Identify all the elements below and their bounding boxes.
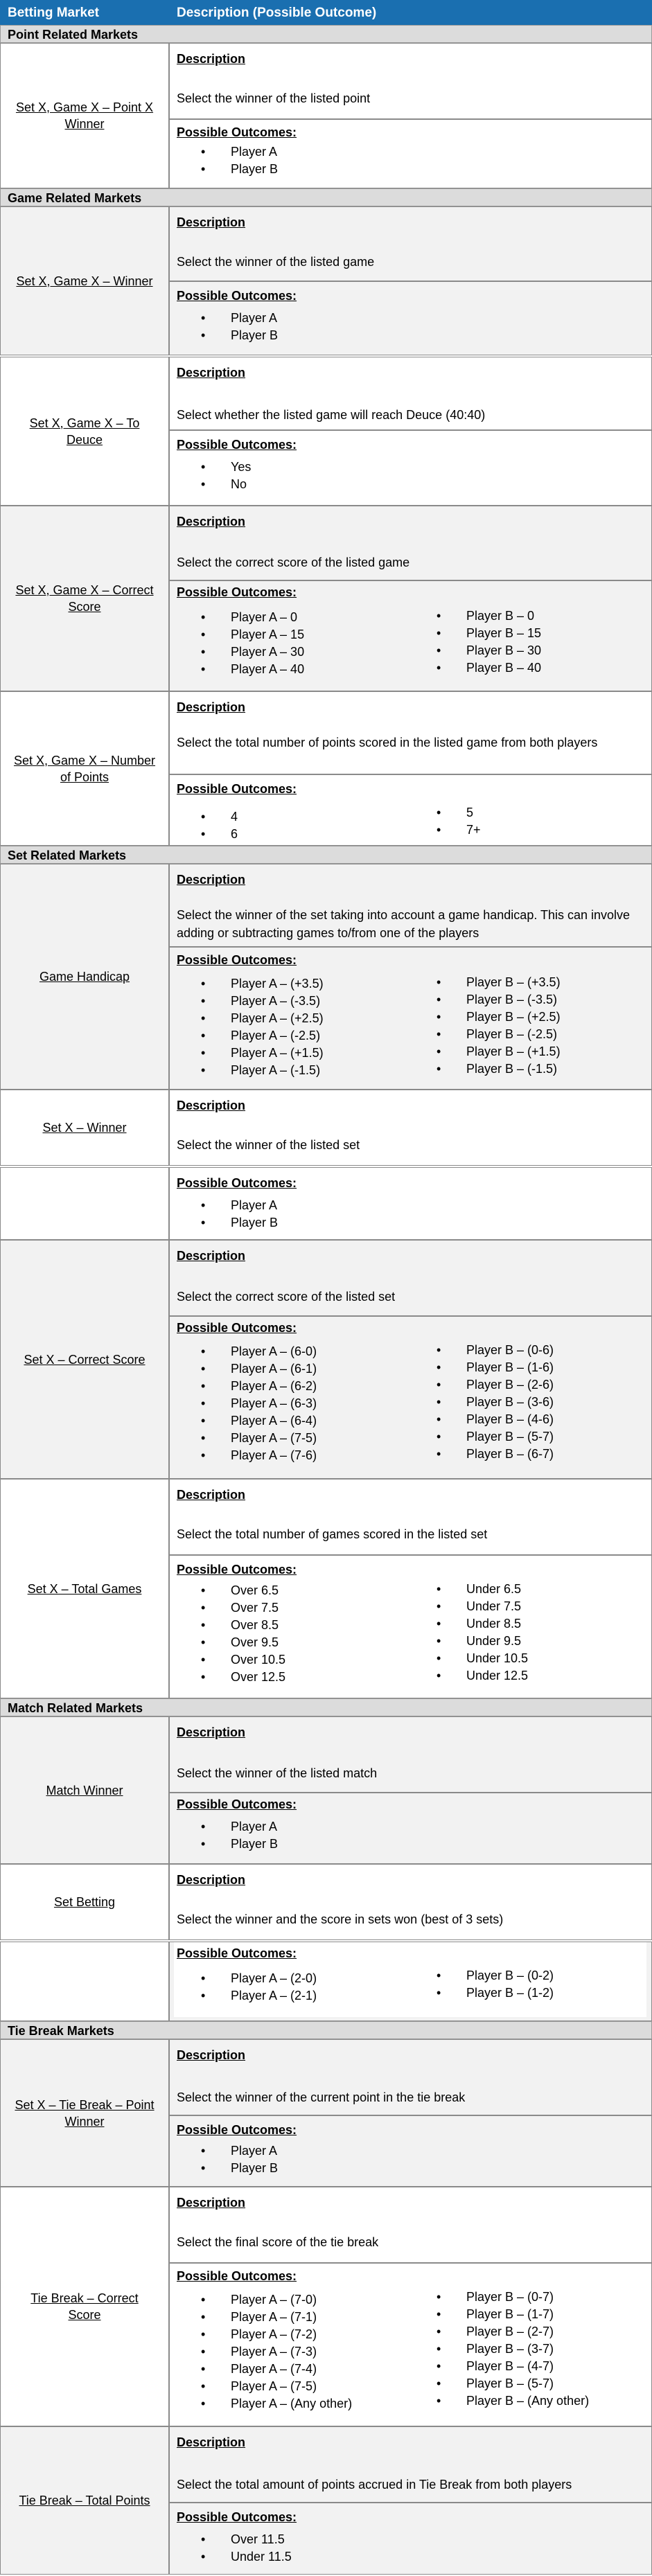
outcomes-label: Possible Outcomes: <box>177 1321 297 1335</box>
outcome-item: • Over 6.5 <box>201 1582 285 1599</box>
outcome-item: • 7+ <box>437 821 481 839</box>
outcome-item: • Player A – (-1.5) <box>201 1062 324 1079</box>
outcomes-list <box>201 1818 278 1853</box>
outcomes-label: Possible Outcomes: <box>177 1797 297 1811</box>
description-text: Select the total amount of points accrued in Tie Break from both players <box>177 2478 572 2491</box>
description-cell <box>169 506 652 580</box>
outcome-item: • Under 12.5 <box>437 1667 528 1685</box>
outcome-item: • Player A – (6-4) <box>201 1412 317 1430</box>
market-name-cell: Set X – Total Games <box>0 1479 169 1698</box>
description-cell <box>169 1090 652 1166</box>
description-label: Description <box>177 700 246 714</box>
outcomes-label: Possible Outcomes: <box>177 585 297 599</box>
description-cell <box>169 864 652 947</box>
outcome-item: • Player A – (+1.5) <box>201 1045 324 1062</box>
outcomes-cell <box>169 1555 652 1698</box>
outcome-item: • Over 12.5 <box>201 1669 285 1686</box>
outcome-item: • Under 7.5 <box>437 1598 528 1615</box>
outcome-item: • Player B – (-3.5) <box>437 991 561 1009</box>
outcome-item: • Under 10.5 <box>437 1650 528 1667</box>
section-point-related: Point Related Markets <box>0 25 652 43</box>
outcome-item: • 4 <box>201 808 238 826</box>
market-name-cell: Game Handicap <box>0 864 169 1090</box>
outcome-item: • Player B <box>201 161 278 178</box>
description-label: Description <box>177 1249 246 1263</box>
section-game-related: Game Related Markets <box>0 188 652 206</box>
outcomes-list <box>201 459 251 493</box>
outcomes-label: Possible Outcomes: <box>177 953 297 967</box>
market-name-cell: Set Betting <box>0 1864 169 1940</box>
outcomes-list <box>201 310 278 344</box>
outcome-item: • Over 10.5 <box>201 1651 285 1669</box>
market-name-cell: Set X – Tie Break – Point Winner <box>0 2039 169 2187</box>
market-name-cell: Set X – Winner <box>0 1090 169 1166</box>
outcomes-list <box>201 1197 278 1232</box>
outcomes-label: Possible Outcomes: <box>177 1946 297 1960</box>
outcome-item: • Player B – (3-7) <box>437 2340 589 2358</box>
empty-name-cell <box>0 1942 169 2021</box>
outcome-item: • Player A – (7-2) <box>201 2326 352 2343</box>
outcome-item: • Player B – (0-6) <box>437 1342 554 1359</box>
outcome-item: • Player A – (7-0) <box>201 2291 352 2309</box>
outcome-item: • Under 11.5 <box>201 2548 292 2566</box>
outcome-item: • Player A – (2-0) <box>201 1970 317 1987</box>
description-text: Select the final score of the tie break <box>177 2235 379 2249</box>
outcome-item: • 6 <box>201 826 238 843</box>
outcome-item: • Player B <box>201 1836 278 1853</box>
section-set-related: Set Related Markets <box>0 846 652 864</box>
outcome-item: • Player B – (Any other) <box>437 2392 589 2410</box>
outcomes-list-a <box>201 808 238 843</box>
outcome-item: • Player A – (Any other) <box>201 2395 352 2413</box>
outcomes-list-a <box>201 2291 352 2413</box>
outcomes-list-b <box>437 1342 554 1463</box>
outcome-item: • Player A <box>201 310 278 327</box>
outcome-item: • Player A – (6-1) <box>201 1360 317 1378</box>
table-header <box>0 0 652 25</box>
outcome-item: • Player A – 15 <box>201 626 304 643</box>
outcomes-cell <box>169 430 652 506</box>
description-label: Description <box>177 215 246 229</box>
market-name-cell: Set X, Game X – To Deuce <box>0 357 169 506</box>
outcome-item: • Player B – 30 <box>437 642 541 659</box>
description-cell <box>169 691 652 774</box>
description-cell <box>169 1716 652 1793</box>
description-text: Select the total number of points scored in the listed game from both players <box>177 736 598 749</box>
outcome-item: • Player B <box>201 2160 278 2177</box>
outcomes-cell <box>169 281 652 355</box>
outcomes-list-a <box>201 1970 317 2005</box>
outcome-item: • Player B – (2-7) <box>437 2323 589 2340</box>
outcome-item: • Player A – 0 <box>201 609 304 626</box>
outcomes-label: Possible Outcomes: <box>177 1563 297 1576</box>
outcomes-label: Possible Outcomes: <box>177 2269 297 2283</box>
description-text: Select the winner of the listed match <box>177 1766 378 1780</box>
outcomes-list-b <box>437 804 481 839</box>
outcome-item: • Player B – (1-2) <box>437 1984 554 2002</box>
outcome-item: • Player A – (-2.5) <box>201 1027 324 1045</box>
outcome-item: • Player B – 15 <box>437 625 541 642</box>
market-name-cell: Set X, Game X – Point X Winner <box>0 43 169 188</box>
description-text: Select the winner of the listed point <box>177 91 371 105</box>
outcomes-label: Possible Outcomes: <box>177 125 297 139</box>
outcome-item: • Player A – 30 <box>201 643 304 661</box>
description-text: Select the correct score of the listed set <box>177 1290 396 1304</box>
description-cell <box>169 1479 652 1555</box>
description-cell <box>169 2187 652 2263</box>
description-label: Description <box>177 2048 246 2062</box>
section-tie-break: Tie Break Markets <box>0 2021 652 2039</box>
header-description: Description (Possible Outcome) <box>177 6 377 20</box>
outcome-item: • Under 6.5 <box>437 1581 528 1598</box>
market-name-cell: Match Winner <box>0 1716 169 1864</box>
market-name-cell: Set X, Game X – Winner <box>0 206 169 355</box>
outcome-item: • Player A – (7-5) <box>201 1430 317 1447</box>
description-label: Description <box>177 2435 246 2449</box>
description-label: Description <box>177 2196 246 2210</box>
outcomes-label: Possible Outcomes: <box>177 289 297 303</box>
description-label: Description <box>177 1488 246 1502</box>
outcomes-list-b <box>437 1967 554 2002</box>
outcome-item: • Player B – 40 <box>437 659 541 677</box>
outcomes-list-a <box>201 609 304 678</box>
outcomes-cell <box>169 1316 652 1479</box>
outcome-item: • Player B – (+3.5) <box>437 974 561 991</box>
outcomes-label: Possible Outcomes: <box>177 438 297 452</box>
outcomes-label: Possible Outcomes: <box>177 782 297 796</box>
outcomes-list <box>201 2142 278 2177</box>
outcome-item: • Player B – (+2.5) <box>437 1009 561 1026</box>
market-name-cell: Tie Break – Total Points <box>0 2426 169 2575</box>
description-label: Description <box>177 1725 246 1739</box>
description-label: Description <box>177 1099 246 1112</box>
description-text: Select whether the listed game will reach Deuce (40:40) <box>177 408 486 422</box>
outcome-item: • Player A – (6-0) <box>201 1343 317 1360</box>
outcome-item: • No <box>201 476 251 493</box>
outcomes-label: Possible Outcomes: <box>177 2510 297 2524</box>
outcomes-list <box>201 2531 292 2566</box>
description-text: Select the total number of games scored in the listed set <box>177 1527 488 1541</box>
outcomes-cell <box>169 2115 652 2187</box>
outcomes-cell <box>169 1942 652 2021</box>
outcome-item: • Player A – 40 <box>201 661 304 678</box>
description-cell <box>169 1240 652 1316</box>
outcome-item: • 5 <box>437 804 481 821</box>
outcome-item: • Player A – (6-3) <box>201 1395 317 1412</box>
outcomes-list-a <box>201 1343 317 1464</box>
outcomes-list <box>201 143 278 178</box>
description-cell <box>169 206 652 281</box>
outcome-item: • Player B – (5-7) <box>437 2375 589 2392</box>
outcome-item: • Player A – (7-5) <box>201 2378 352 2395</box>
outcome-item: • Player A – (+2.5) <box>201 1010 324 1027</box>
outcomes-cell <box>169 2263 652 2426</box>
outcomes-cell <box>169 774 652 846</box>
outcome-item: • Player A – (2-1) <box>201 1987 317 2005</box>
outcome-item: • Player A <box>201 2142 278 2160</box>
outcome-item: • Player A – (7-6) <box>201 1447 317 1464</box>
outcome-item: • Player B – (3-6) <box>437 1394 554 1411</box>
outcome-item: • Over 7.5 <box>201 1599 285 1617</box>
outcome-item: • Player B – (5-7) <box>437 1428 554 1446</box>
outcome-item: • Under 9.5 <box>437 1633 528 1650</box>
outcome-item: • Player B – (0-2) <box>437 1967 554 1984</box>
description-label: Description <box>177 1873 246 1887</box>
outcome-item: • Player B – (+1.5) <box>437 1043 561 1060</box>
outcome-item: • Player B – 0 <box>437 607 541 625</box>
empty-name-cell <box>0 1167 169 1240</box>
outcome-item: • Player A <box>201 143 278 161</box>
description-cell <box>169 357 652 430</box>
outcome-item: • Player A – (7-1) <box>201 2309 352 2326</box>
outcome-item: • Player A <box>201 1197 278 1214</box>
market-name-cell: Set X, Game X – Number of Points <box>0 691 169 846</box>
outcomes-list-b <box>437 2289 589 2410</box>
outcome-item: • Player B <box>201 1214 278 1232</box>
outcomes-cell <box>169 119 652 188</box>
outcome-item: • Player B – (4-6) <box>437 1411 554 1428</box>
description-cell <box>169 2039 652 2115</box>
description-label: Description <box>177 366 246 380</box>
market-name-cell: Set X – Correct Score <box>0 1240 169 1479</box>
description-label: Description <box>177 515 246 528</box>
outcomes-list-a <box>201 975 324 1079</box>
market-name-cell: Tie Break – Correct Score <box>0 2187 169 2426</box>
market-name-cell: Set X, Game X – Correct Score <box>0 506 169 691</box>
outcome-item: • Player A <box>201 1818 278 1836</box>
outcome-item: • Over 11.5 <box>201 2531 292 2548</box>
outcome-item: • Player B <box>201 327 278 344</box>
outcome-item: • Player B – (1-7) <box>437 2306 589 2323</box>
outcome-item: • Player A – (7-4) <box>201 2361 352 2378</box>
outcomes-cell <box>169 1793 652 1864</box>
description-cell <box>169 2426 652 2503</box>
outcome-item: • Player B – (0-7) <box>437 2289 589 2306</box>
description-text: Select the winner of the listed game <box>177 255 375 269</box>
description-text: Select the winner of the listed set <box>177 1138 360 1152</box>
outcomes-cell <box>169 2503 652 2575</box>
description-text: Select the winner and the score in sets won (best of 3 sets) <box>177 1912 504 1926</box>
description-cell <box>169 1864 652 1940</box>
description-label: Description <box>177 52 246 66</box>
outcome-item: • Over 8.5 <box>201 1617 285 1634</box>
outcome-item: • Player B – (6-7) <box>437 1446 554 1463</box>
description-text: Select the winner of the current point in the tie break <box>177 2090 466 2104</box>
description-text: Select the winner of the set taking into account a game handicap. This can involve adding or subtracting games to/from one of the players <box>177 908 631 940</box>
header-betting-market: Betting Market <box>8 6 99 20</box>
outcomes-cell <box>169 580 652 691</box>
outcome-item: • Player B – (1-6) <box>437 1359 554 1376</box>
outcomes-label: Possible Outcomes: <box>177 2123 297 2137</box>
outcomes-list-a <box>201 1582 285 1686</box>
outcome-item: • Player A – (7-3) <box>201 2343 352 2361</box>
outcome-item: • Player A – (6-2) <box>201 1378 317 1395</box>
outcomes-list-b <box>437 1581 528 1685</box>
outcomes-label: Possible Outcomes: <box>177 1176 297 1190</box>
description-label: Description <box>177 873 246 887</box>
outcomes-cell <box>169 947 652 1090</box>
section-match-related: Match Related Markets <box>0 1698 652 1716</box>
outcomes-list-b <box>437 974 561 1078</box>
outcomes-cell <box>169 1167 652 1240</box>
outcome-item: • Player B – (4-7) <box>437 2358 589 2375</box>
description-text: Select the correct score of the listed game <box>177 556 410 569</box>
outcome-item: • Under 8.5 <box>437 1615 528 1633</box>
outcome-item: • Over 9.5 <box>201 1634 285 1651</box>
outcomes-list-b <box>437 607 541 677</box>
outcome-item: • Player B – (2-6) <box>437 1376 554 1394</box>
outcome-item: • Player A – (+3.5) <box>201 975 324 993</box>
outcome-item: • Yes <box>201 459 251 476</box>
outcome-item: • Player A – (-3.5) <box>201 993 324 1010</box>
outcome-item: • Player B – (-1.5) <box>437 1060 561 1078</box>
outcome-item: • Player B – (-2.5) <box>437 1026 561 1043</box>
description-cell <box>169 43 652 119</box>
